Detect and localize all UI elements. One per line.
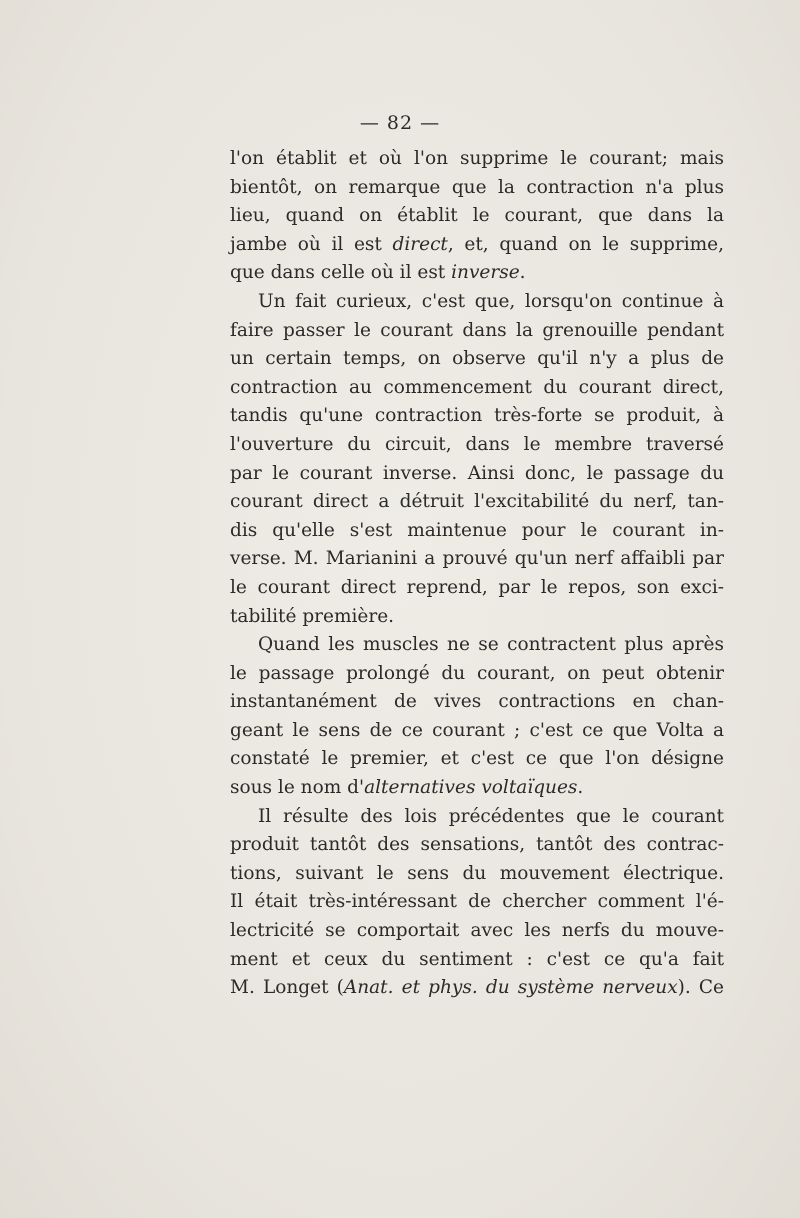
text-line [230, 517, 724, 546]
text-segment: lectricité se comportait avec les nerfs du mouve- [230, 920, 724, 942]
text-segment: tions, suivant le sens du mouvement électrique. [230, 862, 724, 884]
text-segment: le passage prolongé du courant, on peut obtenir [230, 662, 724, 684]
italic-text: direct [392, 233, 448, 255]
text-line [230, 317, 724, 346]
text-line [230, 688, 724, 717]
text-line [230, 374, 724, 403]
text-segment: ). Ce [677, 977, 724, 999]
text-segment: tabilité première. [230, 605, 395, 627]
text-segment: . [577, 777, 584, 799]
text-segment: verse. M. Marianini a prouvé qu'un nerf affaibli par [230, 548, 724, 570]
text-segment: l'on établit et où l'on supprime le courant; mais [230, 148, 724, 169]
text-line [230, 545, 724, 574]
text-segment: geant le sens de ce courant ; c'est ce que Volta a [230, 719, 724, 741]
text-line [230, 974, 724, 1003]
text-segment: , et, quand on le supprime, [447, 233, 725, 255]
text-line [230, 917, 724, 946]
text-line [230, 803, 724, 832]
text-line [230, 402, 724, 431]
text-line [230, 774, 724, 803]
text-line [230, 745, 724, 774]
text-line [230, 946, 724, 975]
text-segment: constaté le premier, et c'est ce que l'on désigne [230, 748, 724, 770]
text-line [230, 431, 724, 460]
text-segment: le courant direct reprend, par le repos, son exci- [230, 576, 724, 598]
text-line [230, 145, 724, 174]
text-line [230, 231, 724, 260]
text-line [230, 460, 724, 489]
text-segment: Un fait curieux, c'est que, lorsqu'on continue à [258, 290, 724, 312]
text-line [230, 660, 724, 689]
text-line [230, 288, 724, 317]
text-line [230, 488, 724, 517]
italic-text: Anat. et phys. du système nerveux [343, 977, 678, 999]
text-segment: jambe où il est [230, 233, 393, 255]
italic-text: inverse [451, 262, 520, 284]
text-segment: ment et ceux du sentiment : c'est ce qu'a fait [230, 948, 724, 970]
text-segment: que dans celle où il est [230, 262, 452, 284]
text-segment: contraction au commencement du courant direct, [230, 376, 724, 398]
text-line [230, 174, 724, 203]
text-segment: instantanément de vives contractions en chan- [230, 691, 724, 713]
text-segment: faire passer le courant dans la grenouille pendant [230, 319, 724, 341]
text-segment: bientôt, on remarque que la contraction n'a plus [230, 176, 724, 198]
text-line [230, 603, 724, 632]
text-segment: produit tantôt des sensations, tantôt des contrac- [230, 834, 724, 856]
text-segment: dis qu'elle s'est maintenue pour le courant in- [230, 519, 724, 541]
text-segment: tandis qu'une contraction très-forte se produit, à [230, 405, 724, 427]
text-line [230, 574, 724, 603]
text-segment: sous le nom d' [230, 777, 365, 799]
page-number: — 82 — [359, 112, 441, 134]
text-segment: lieu, quand on établit le courant, que dans la [230, 205, 724, 227]
italic-text: alternatives voltaïques [364, 777, 578, 799]
text-line [230, 717, 724, 746]
text-segment: courant direct a détruit l'excitabilité du nerf, tan- [230, 491, 724, 513]
text-line [230, 345, 724, 374]
body-text [230, 145, 724, 1003]
text-segment: . [519, 262, 526, 284]
text-segment: Il résulte des lois précédentes que le courant [258, 805, 724, 827]
text-segment: par le courant inverse. Ainsi donc, le passage du [230, 462, 724, 484]
text-line [230, 202, 724, 231]
text-line [230, 888, 724, 917]
text-line [230, 860, 724, 889]
text-segment: Il était très-intéressant de chercher comment l'é- [230, 891, 724, 913]
text-line [230, 259, 724, 288]
text-segment: Quand les muscles ne se contractent plus après [258, 634, 724, 656]
text-segment: M. Longet ( [230, 977, 344, 999]
text-segment: l'ouverture du circuit, dans le membre traversé [230, 433, 724, 455]
text-segment: un certain temps, on observe qu'il n'y a plus de [230, 348, 724, 370]
text-line [230, 831, 724, 860]
text-line [230, 631, 724, 660]
